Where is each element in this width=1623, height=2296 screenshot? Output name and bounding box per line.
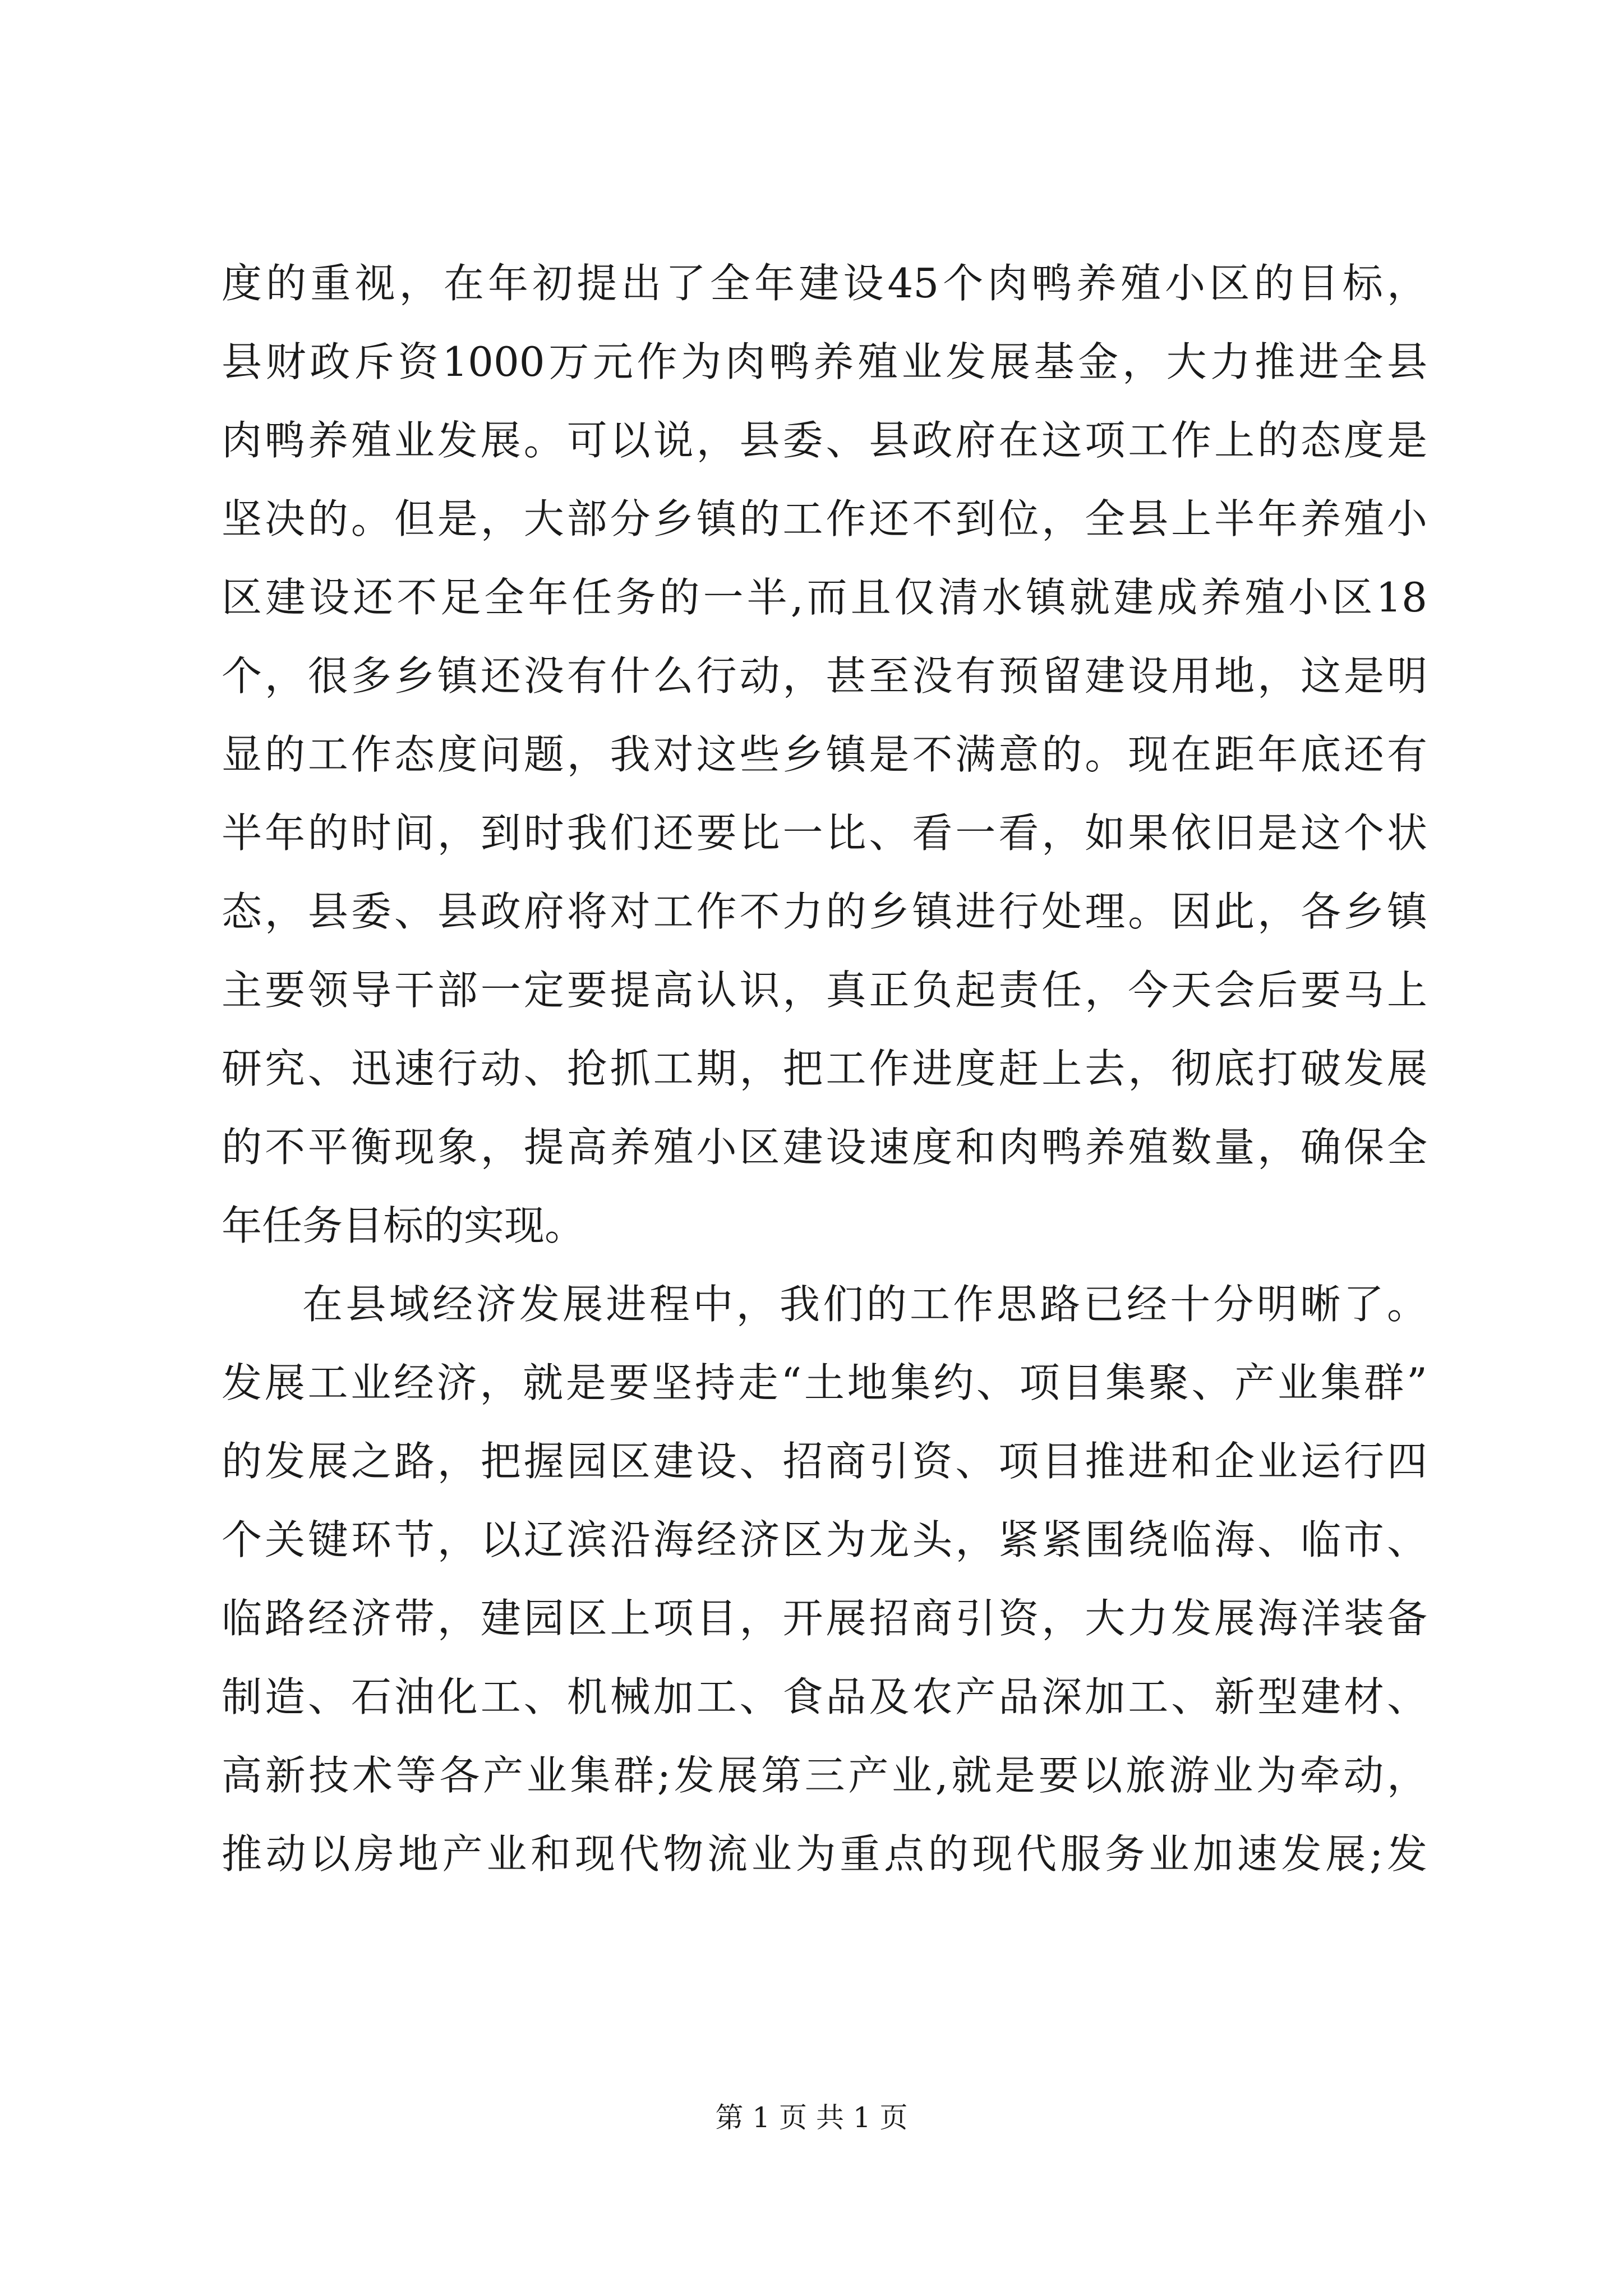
page-number-footer: 第 1 页 共 1 页: [715, 2101, 908, 2134]
text-line: 研究、迅速行动、抢抓工期，把工作进度赶上去，彻底打破发展: [222, 1045, 1427, 1092]
text-line: 年任务目标的实现。: [222, 1202, 585, 1249]
text-line: 推动以房地产业和现代物流业为重点的现代服务业加速发展;发: [222, 1830, 1427, 1878]
text-line: 态，县委、县政府将对工作不力的乡镇进行处理。因此，各乡镇: [222, 888, 1427, 935]
text-line: 制造、石油化工、机械加工、食品及农产品深加工、新型建材、: [222, 1673, 1427, 1720]
text-line: 个，很多乡镇还没有什么行动，甚至没有预留建设用地，这是明: [222, 652, 1427, 700]
paragraph-1: [222, 244, 1427, 1265]
text-line: 显的工作态度问题，我对这些乡镇是不满意的。现在距年底还有: [222, 731, 1427, 778]
text-line: 在县域经济发展进程中，我们的工作思路已经十分明晰了。: [302, 1281, 1427, 1328]
text-line: 发展工业经济，就是要坚持走“土地集约、项目集聚、产业集群”: [222, 1359, 1427, 1406]
paragraph-2: [222, 1265, 1427, 1893]
text-line: 临路经济带，建园区上项目，开展招商引资，大力发展海洋装备: [222, 1595, 1427, 1642]
body-text: [222, 244, 1427, 1893]
text-line: 半年的时间，到时我们还要比一比、看一看，如果依旧是这个状: [222, 809, 1427, 857]
text-line: 高新技术等各产业集群;发展第三产业,就是要以旅游业为牵动，: [222, 1752, 1427, 1799]
text-line: 坚决的。但是，大部分乡镇的工作还不到位，全县上半年养殖小: [222, 495, 1427, 542]
text-line: 的不平衡现象，提高养殖小区建设速度和肉鸭养殖数量，确保全: [222, 1124, 1427, 1171]
text-line: 的发展之路，把握园区建设、招商引资、项目推进和企业运行四: [222, 1438, 1427, 1485]
text-line: 个关键环节，以辽滨沿海经济区为龙头，紧紧围绕临海、临市、: [222, 1516, 1427, 1563]
text-line: 度的重视，在年初提出了全年建设45个肉鸭养殖小区的目标，: [222, 260, 1427, 307]
text-line: 主要领导干部一定要提高认识，真正负起责任，今天会后要马上: [222, 967, 1427, 1014]
text-line: 肉鸭养殖业发展。可以说，县委、县政府在这项工作上的态度是: [222, 417, 1427, 464]
text-line: 县财政斥资1000万元作为肉鸭养殖业发展基金，大力推进全县: [222, 338, 1427, 385]
text-line: 区建设还不足全年任务的一半,而且仅清水镇就建成养殖小区18: [222, 574, 1427, 621]
